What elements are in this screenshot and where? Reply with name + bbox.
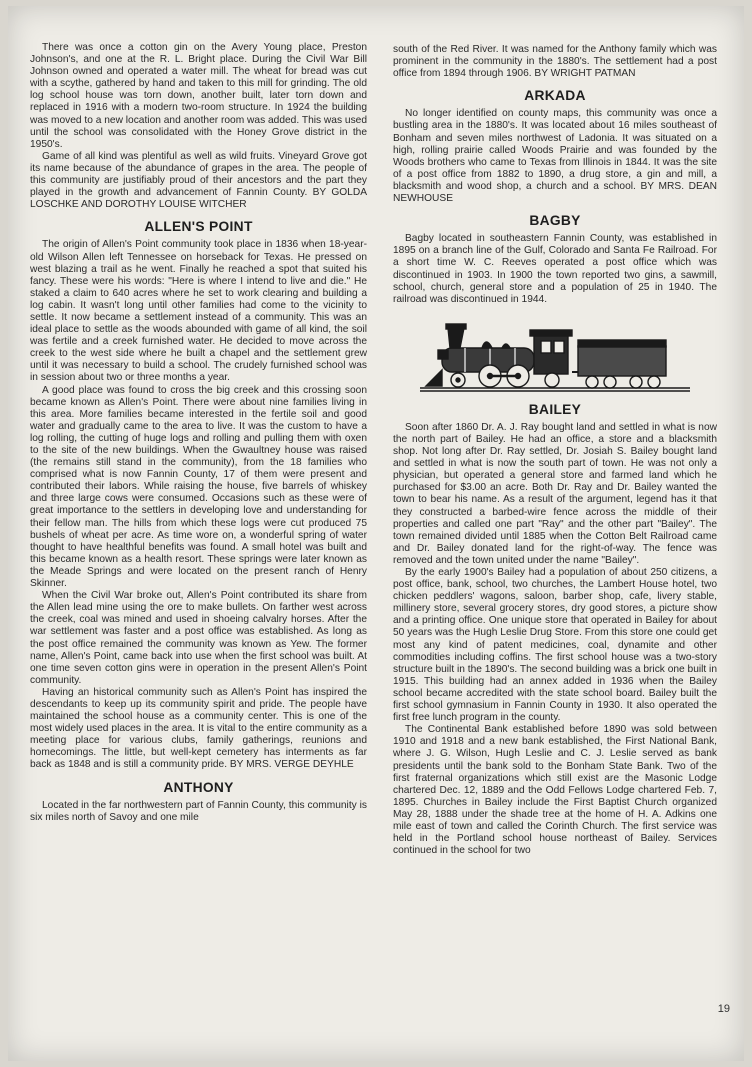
left-column [30,42,367,824]
book-page [8,6,744,1061]
bagby-paragraph-1: Bagby located in southeastern Fannin County, was established in 1895 on a branch line of the Gulf, Colorado and Santa Fe Railroad. For a short time W. C. Reeves operated a post office which was discontinued in 1903. In 1900 the town reported two gins, a sawmill, school, church, general store and a population of 25 in 1940. The railroad was discontinued in 1944. [393,233,717,305]
section-heading-bailey: BAILEY [528,401,582,417]
section-heading-anthony: ANTHONY [163,779,234,795]
allens-point-paragraph-1: The origin of Allen's Point community took place in 1836 when 18-year-old Wilson Allen left Tennessee on horseback for Texas. He pressed on west blazing a trail as he went. Finally he reached a spot that suited his fancy. These were his words: "Here is where I intend to live and die." He staked a claim to 640 acres where he set to work clearing and building a log cabin. It wasn't long until other families had come to the vicinity to settle. It now became a settlement instead of a community. This was an ideal place to settle as the woods abounded with game of all kind, the soil was fertile and a creek furnished water. He decided to move across the creek to the west side where he built a chapel and the settlement grew until it was necessary to build a school. The crudely furnished school was in session about two or three months a year. [30,239,367,384]
allens-point-paragraph-2: A good place was found to cross the big creek and this crossing soon became known as Allen's Point. There were about nine families living in this area. More families became interested in the fertile soil and good water and gradually came to the area to live. It was the custom to have a log rolling, the cutting of huge logs and rolling and pulling them with oxen to the site of the new buildings. When the Gwaultney house was raised (the remains still stand in the community), from the 18 families who comprised what is now Fannin County, 17 of them were present and contributed their labors. While raising the house, five barrels of whiskey and three large cows were consumed. Occasions such as these were of great importance to the settlers in developing love and understanding for their fellow man. The hills from which these logs were cut produced 75 bushels of wheat per acre. As time wore on, a wonderful spring of water thought to have healthful benefits was found. A small hotel was built and this became known as a health resort. These springs were later known as the Meade Springs and were located on the present ranch of Henry Skinner. [30,384,367,590]
arkada-paragraph-1: No longer identified on county maps, this community was once a bustling area in the 1880's. It was located about 16 miles southeast of Bonham and seven miles northwest of Ladonia. It was situated on a high, rolling prairie called Woods Prairie and was founded by the Woods brothers who came to Texas from Illinois in 1844. It was the site of a post office from 1882 to 1890, a drug store, a gin and mill, a blacksmith and wood shop, a church and a school. BY MRS. DEAN NEWHOUSE [393,108,717,205]
page-number: 19 [717,1003,730,1015]
section-heading-bagby: BAGBY [529,213,581,229]
intro-paragraph-1: There was once a cotton gin on the Avery Young place, Preston Johnson's, and one at the R. L. Bright place. During the Civil War Bill Johnson owned and operated a water mill. The wheat for bread was cut with a scythe, gathered by hand and taken to this mill for grinding. The old log school house was torn down, another built, later torn down and replaced in 1916 with a modern two-room structure. In 1924 the building was moved to a new location and another room was added. This was used until the school was consolidated with the Honey Grove district in the 1950's. [30,42,367,150]
section-heading-arkada: ARKADA [524,88,586,104]
bailey-paragraph-1: Soon after 1860 Dr. A. J. Ray bought land and settled in what is now the north part of Bailey. He had an office, a store and a blacksmith shop. Not long after Dr. Ray settled, Dr. Josiah S. Bailey bought land and settled in what is now the south part of town. He was not only a physician, but operated a general store and farmed land which he purchased for $3.00 an acre. Both Dr. Ray and Dr. Bailey wanted the town to bear his name. As a result of the argument, legend has it that they constructed a barbed-wire fence across the middle of their properties and called one part "Ray" and the other part "Bailey". The town remained divided until 1885 when the Cotton Belt Railroad came and Dr. Bailey donated land for the right-of-way. The fence was removed and the town united under the name "Bailey". [393,421,717,566]
steam-locomotive-icon [420,314,690,394]
anthony-continued-paragraph: south of the Red River. It was named for the Anthony family which was prominent in the community in the 1880's. The settlement had a post office from 1894 through 1906. BY WRIGHT PATMAN [393,44,717,80]
right-column [393,44,717,857]
allens-point-paragraph-3: When the Civil War broke out, Allen's Point contributed its share from the Allen lead mine using the ore to make bullets. On farther west across the creek, coal was mined and used in shoeing calvalry horses. After the war settlement was faster and a post office was established. As long as the post office remained the community was known as Yew. The former name, Allen's Point, came back into use when the first school was built. At one time seven cotton gins were in operation in the present Allen's Point community. [30,590,367,686]
bailey-paragraph-2: By the early 1900's Bailey had a population of about 250 citizens, a post office, bank, school, two churches, the Lambert House hotel, two chicken peddlers' wagons, saloon, barber shop, cafe, livery stable, millinery store, several grocery stores, dry good stores, a picture show and a printing office. One unique store that operated in Bailey for about 50 years was the Hugh Leslie Drug Store. From this store one could get most any kind of patent medicines, coal, dynamite and other commodities including coffins. The first school house was a two-story structure built in the 1890's. The second building was a brick one built in 1915. This building had an annex added in 1936 when the Bailey school became accredited with the state school board. Bailey built the first school gymnasium in Fannin County in 1930. It also operated the first free lunch program in the county. [393,567,717,724]
intro-paragraph-2: Game of all kind was plentiful as well as wild fruits. Vineyard Grove got its name because of the abundance of grapes in the area. The people of this community are justifiably proud of their ancestors and the part they played in the growth and advancement of Fannin County. BY GOLDA LOSCHKE AND DOROTHY LOUISE WITCHER [30,150,367,211]
allens-point-paragraph-4: Having an historical community such as Allen's Point has inspired the descendants to keep up its community spirit and pride. The people have maintained the school house as a community center. This is one of the most widely used places in the area. It is vital to the entire community as a meeting place for various clubs, family gatherings, reunions and homecomings. The little, but well-kept cemetery has interments as far back as 1848 and is still a community pride. BY MRS. VERGE DEYHLE [30,686,367,771]
anthony-paragraph-1: Located in the far northwestern part of Fannin County, this community is six miles north of Savoy and one mile [30,799,367,823]
bailey-paragraph-3: The Continental Bank established before 1890 was sold between 1910 and 1918 and a new bank established, the First National Bank, where J. G. Wilson, Hugh Leslie and C. J. Leslie served as bank presidents until the bank sold to the Bonham State Bank. Two of the first fraternal organizations which still exist are the Masonic Lodge chartered Dec. 12, 1889 and the Odd Fellows Lodge chartered Feb. 7, 1895. Churches in Bailey include the First Baptist Church organized May 28, 1888 under the shade tree at the home of H. A. Adkins one mile east of town and called the Corinth Church. The first service was held in the Portland school house northeast of Bailey. Services continued in the school for two [393,724,717,857]
section-heading-allens-point: ALLEN'S POINT [144,219,253,235]
